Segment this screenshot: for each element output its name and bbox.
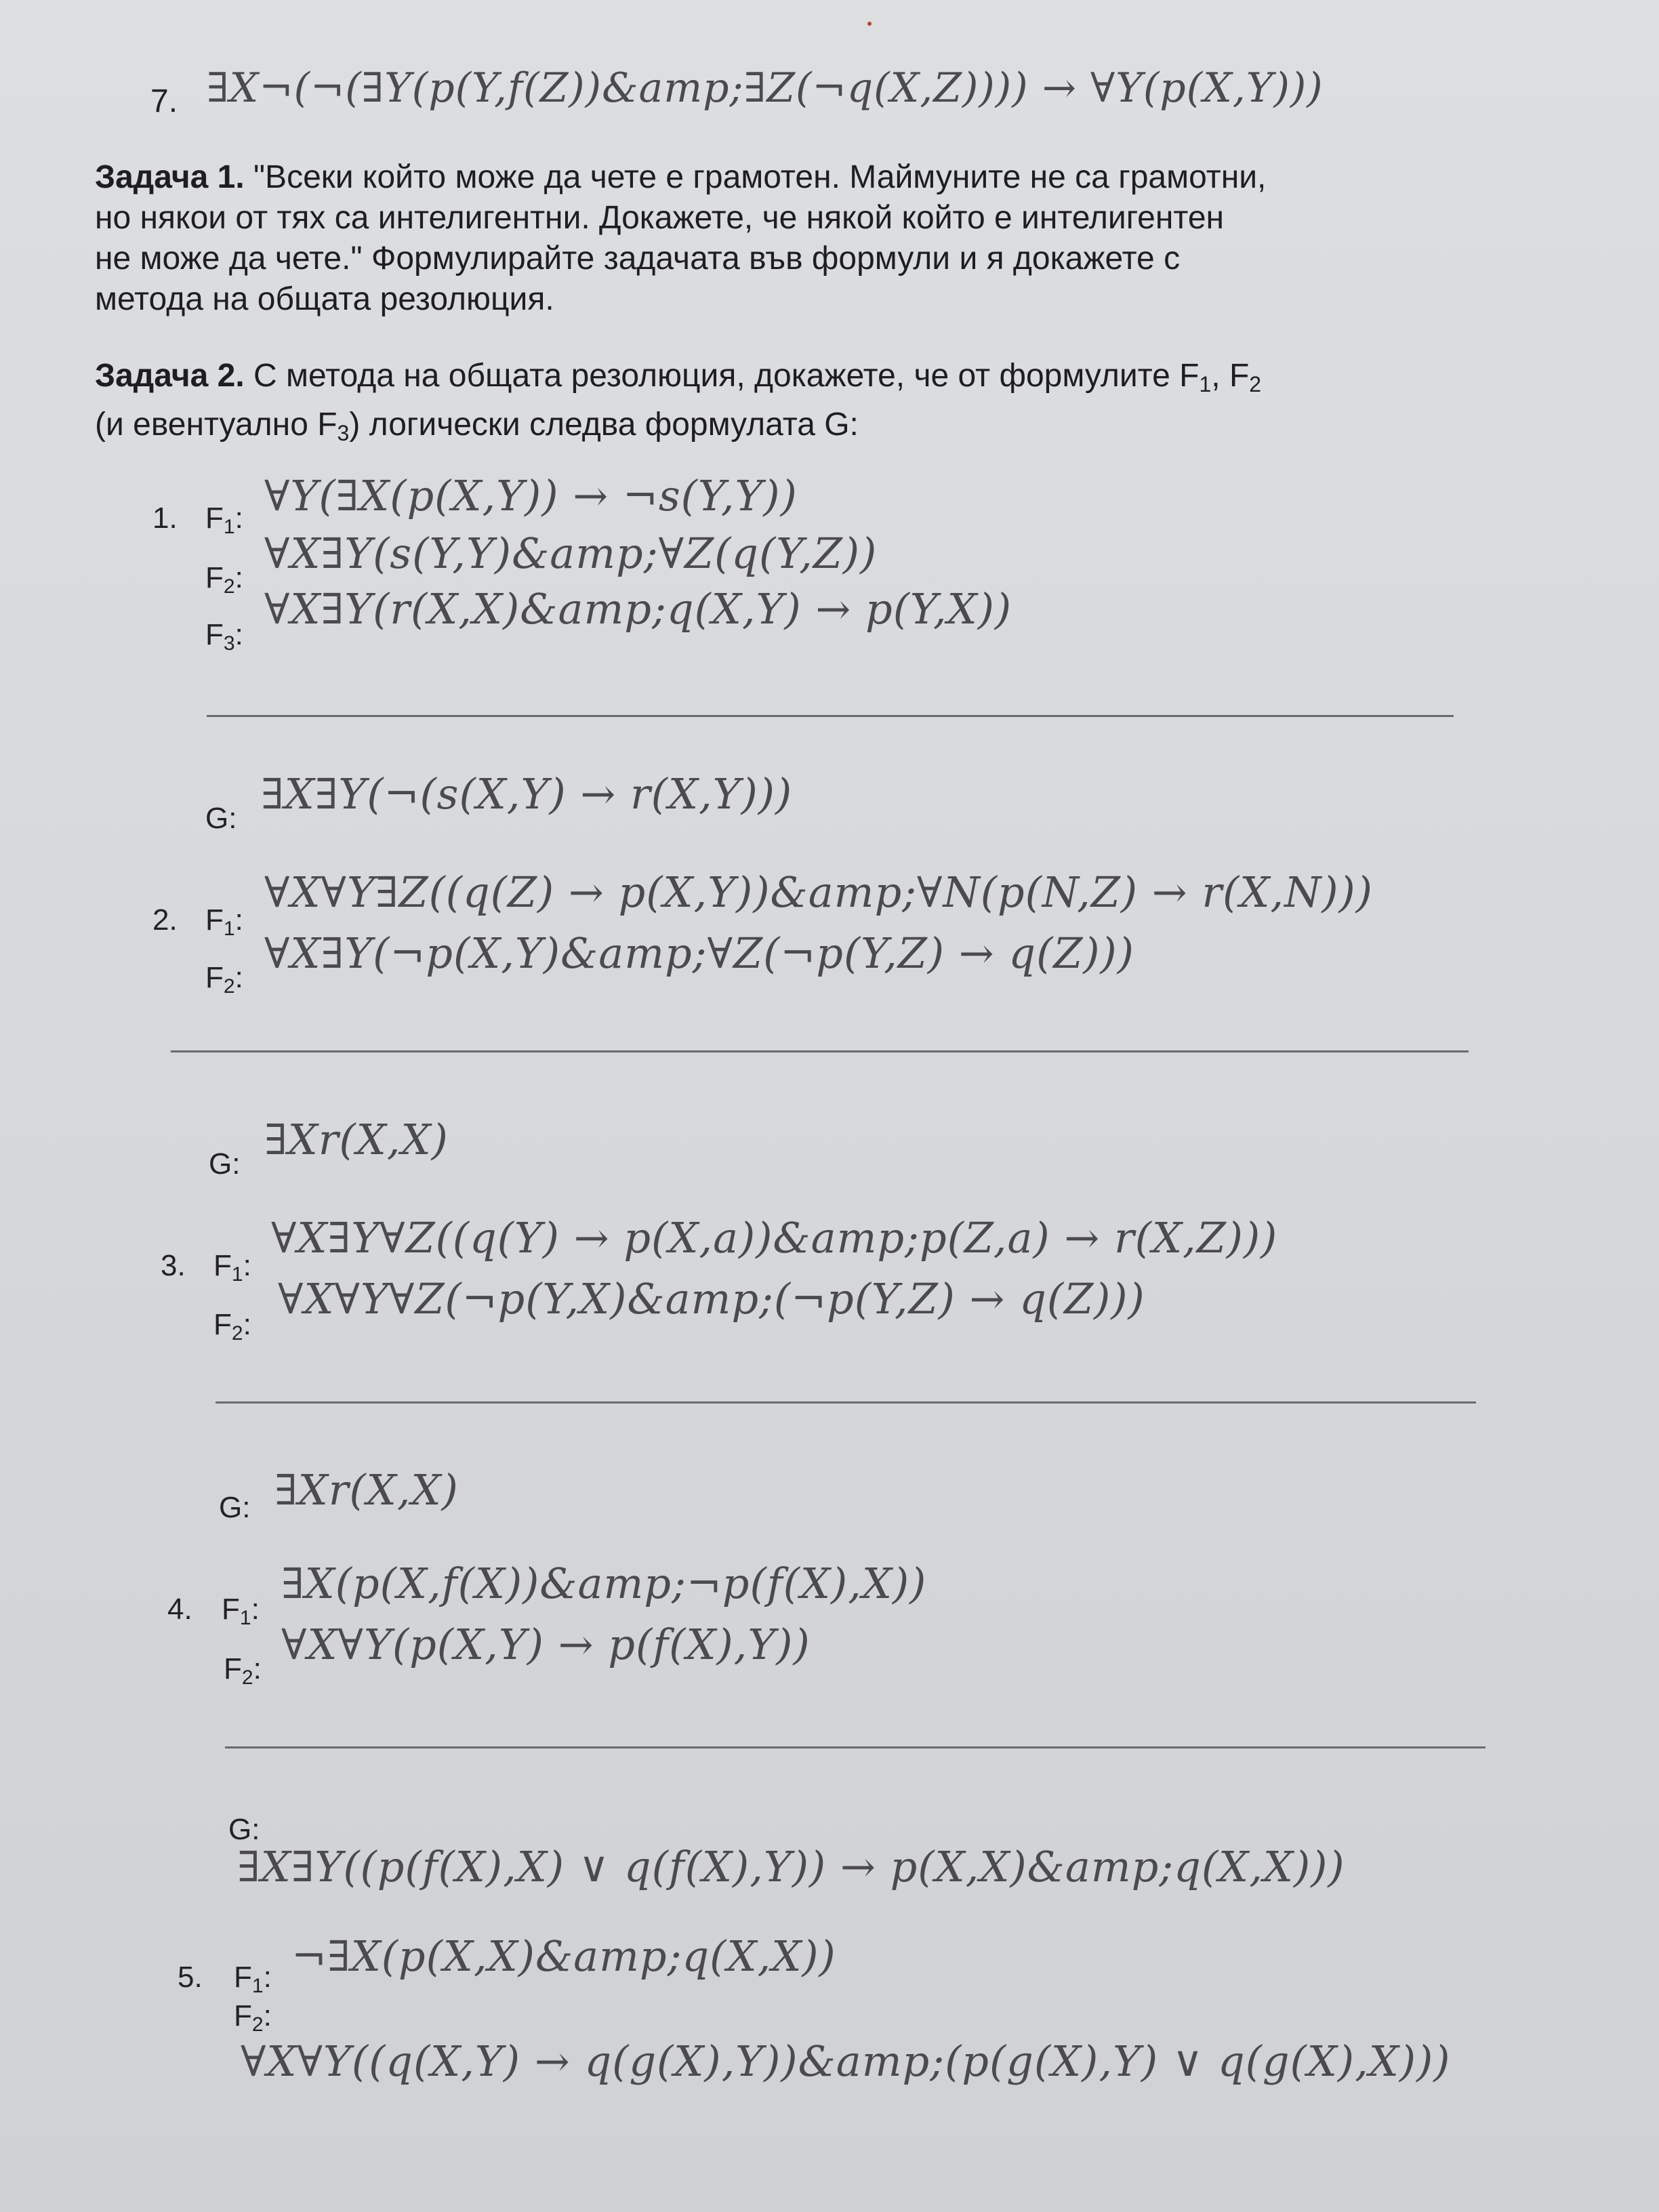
p3-f2-label: $F_2$: — [213, 1308, 251, 1345]
task1-paragraph — [95, 157, 1266, 320]
task1-heading: Задача 1. — [95, 159, 245, 195]
p1-f2-formula: ∀X∃Y(s(Y,Y)&amp;∀Z(q(Y,Z)) — [264, 529, 878, 578]
p4-g-formula: ∃X∃Y((p(f(X),X) ∨ q(f(X),Y)) → p(X,X)&amp;q(X,X))) — [237, 1842, 1345, 1891]
task2-line-2-pre: (и евентуално F — [95, 407, 337, 443]
task2-heading: Задача 2. — [95, 358, 245, 394]
p2-g-formula: ∃Xr(X,X) — [264, 1115, 449, 1164]
p4-divider — [225, 1746, 1486, 1748]
p3-divider — [216, 1401, 1476, 1404]
p1-g-formula: ∃X∃Y(¬(s(X,Y) → r(X,Y))) — [261, 769, 793, 819]
item7-formula: ∃X¬(¬(∃Y(p(Y,f(Z))&amp;∃Z(¬q(X,Z)))) → ∀Y(p(X,Y))) — [207, 64, 1324, 112]
p3-f2-formula: ∀X∀Y∀Z(¬p(Y,X)&amp;(¬p(Y,Z) → q(Z))) — [278, 1274, 1145, 1324]
p5-f2-formula: ∀X∀Y((q(X,Y) → q(g(X),Y))&amp;(p(g(X),Y) ∨ q(g(X),X))) — [241, 2036, 1451, 2086]
p2-f2-formula: ∀X∃Y(¬p(X,Y)&amp;∀Z(¬p(Y,Z) → q(Z))) — [264, 928, 1134, 978]
p5-f1-label: $F_1$: — [234, 1961, 272, 1997]
p5-f2-label: $F_2$: — [234, 1999, 272, 2036]
p1-f2-label: $F_2$: — [205, 561, 243, 598]
task2-sub-3: 3 — [337, 421, 350, 445]
p1-f1-label: $F_1$: — [205, 501, 243, 538]
p1-number: 1. — [152, 501, 178, 535]
task1-line-3: не може да чете." Формулирайте задачата във формули и я докажете с — [95, 241, 1181, 276]
p1-f3-label: $F_3$: — [205, 618, 243, 655]
p1-f3-formula: ∀X∃Y(r(X,X)&amp;q(X,Y) → p(Y,X)) — [264, 584, 1012, 634]
p5-f1-formula: ¬∃X(p(X,X)&amp;q(X,X)) — [291, 1931, 836, 1981]
p3-f1-formula: ∀X∃Y∀Z((q(Y) → p(X,a))&amp;p(Z,a) → r(X,Z))) — [271, 1213, 1278, 1263]
task2-sub-2: 2 — [1249, 372, 1262, 396]
p5-number: 5. — [178, 1961, 203, 1994]
task2-line-2 — [95, 405, 1261, 453]
p3-number: 3. — [161, 1249, 186, 1282]
p4-f2-label: $F_2$: — [224, 1652, 262, 1689]
task1-line-1-text: "Всеки който може да чете е грамотен. Маймуните не са грамотни, — [253, 159, 1267, 195]
p2-f1-formula: ∀X∀Y∃Z((q(Z) → p(X,Y))&amp;∀N(p(N,Z) → r(X,N))) — [264, 867, 1373, 917]
task1-line-2: но някои от тях са интелигентни. Докажете, че някой който е интелигентен — [95, 200, 1225, 236]
p2-f1-label: $F_1$: — [205, 903, 243, 940]
p3-g-label: G: — [219, 1491, 251, 1524]
task2-paragraph — [95, 356, 1261, 453]
task2-sub-1: 1 — [1199, 372, 1212, 396]
p1-divider — [207, 715, 1454, 717]
task2-sep: , F — [1211, 358, 1250, 394]
p2-g-label: G: — [209, 1147, 241, 1181]
p4-f1-label: $F_1$: — [222, 1593, 260, 1629]
p4-g-label: G: — [228, 1813, 260, 1846]
task1-line-4: метода на общата резолюция. — [95, 281, 554, 317]
p2-number: 2. — [152, 903, 178, 937]
task2-line-2-post: ) логически следва формулата G: — [349, 407, 859, 443]
p4-f1-formula: ∃X(p(X,f(X))&amp;¬p(f(X),X)) — [281, 1559, 927, 1608]
p2-divider — [171, 1050, 1469, 1052]
p1-g-label: G: — [205, 802, 237, 835]
task2-line-1 — [95, 356, 1261, 405]
p3-f1-label: $F_1$: — [213, 1249, 251, 1286]
p2-f2-label: $F_2$: — [205, 961, 243, 998]
item7-number: 7. — [150, 83, 178, 119]
task2-line-1-text: С метода на общата резолюция, докажете, че от формулите F — [253, 358, 1200, 394]
p1-f1-formula: ∀Y(∃X(p(X,Y)) → ¬s(Y,Y)) — [264, 471, 798, 520]
p3-g-formula: ∃Xr(X,X) — [274, 1465, 459, 1515]
p4-number: 4. — [167, 1593, 192, 1626]
p4-f2-formula: ∀X∀Y(p(X,Y) → p(f(X),Y)) — [281, 1620, 811, 1669]
ink-speck — [867, 22, 872, 26]
task1-line-1 — [95, 157, 1266, 198]
